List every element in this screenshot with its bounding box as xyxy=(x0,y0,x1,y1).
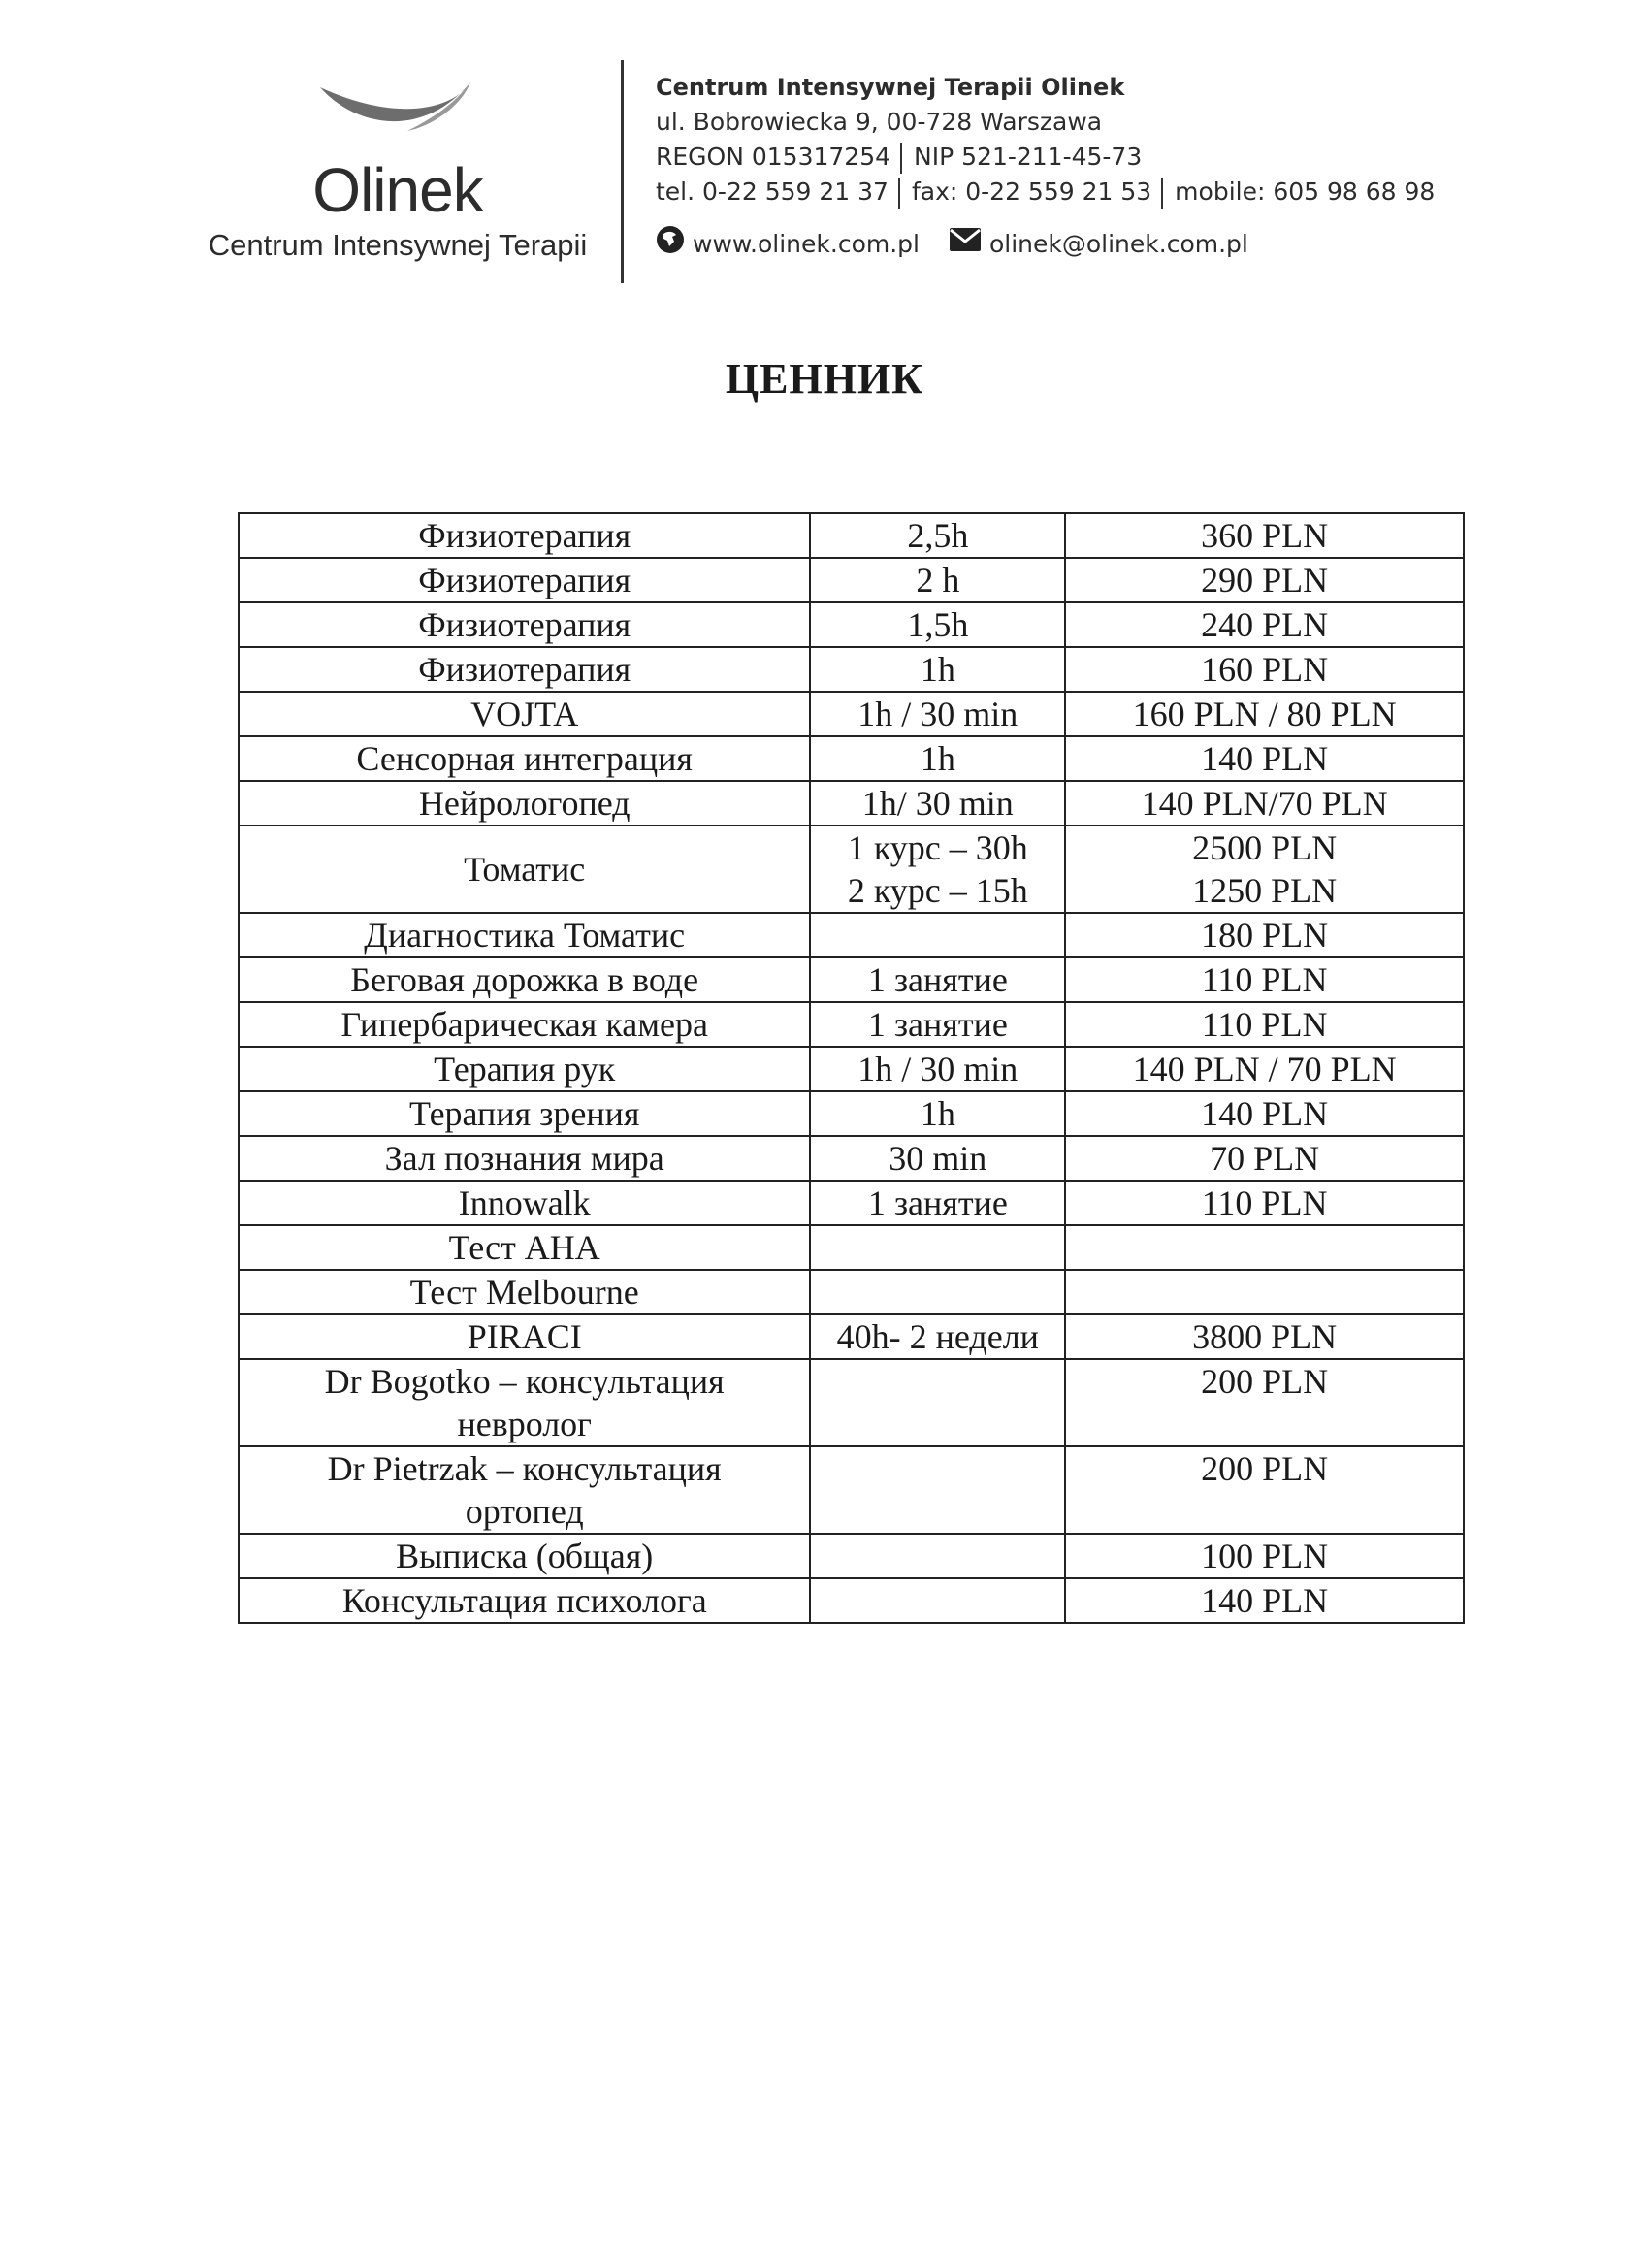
service-text: Выписка (общая) xyxy=(396,1537,654,1575)
olinek-logo xyxy=(194,73,601,276)
price-text: 140 PLN xyxy=(1201,739,1329,778)
divider xyxy=(1161,178,1163,209)
duration-text: 1h/ 30 min xyxy=(861,784,1014,823)
price-text: 70 PLN xyxy=(1210,1139,1320,1178)
service-text: Консультация психолога xyxy=(341,1581,707,1620)
service-text: Тест AHA xyxy=(448,1228,600,1267)
price-cell xyxy=(1065,558,1464,602)
website-link[interactable]: www.olinek.com.pl xyxy=(693,230,920,258)
price-cell xyxy=(1065,602,1464,647)
table-row xyxy=(239,826,1464,913)
letterhead xyxy=(0,0,1649,310)
duration-text: 2,5h xyxy=(907,516,969,555)
duration-text: 1h / 30 min xyxy=(857,1050,1018,1088)
table-row xyxy=(239,1270,1464,1314)
table-row xyxy=(239,558,1464,602)
duration-cell xyxy=(810,1446,1065,1534)
duration-cell xyxy=(810,647,1065,692)
table-row xyxy=(239,1136,1464,1181)
table-row xyxy=(239,913,1464,957)
service-cell xyxy=(239,1225,810,1270)
price-cell xyxy=(1065,1270,1464,1314)
logo-name: Olinek xyxy=(312,155,483,225)
price-text: 240 PLN xyxy=(1201,605,1329,644)
service-text: Dr Bogotko – консультация xyxy=(324,1362,725,1401)
page-title: ЦЕННИК xyxy=(725,355,924,403)
service-cell xyxy=(239,1578,810,1623)
service-cell xyxy=(239,736,810,781)
duration-text: 2 h xyxy=(916,561,960,599)
duration-cell xyxy=(810,692,1065,736)
price-cell xyxy=(1065,913,1464,957)
service-cell xyxy=(239,1446,810,1534)
duration-cell xyxy=(810,1181,1065,1225)
duration-cell xyxy=(810,1136,1065,1181)
logo-subtitle: Centrum Intensywnej Terapii xyxy=(208,228,588,262)
service-cell xyxy=(239,647,810,692)
phone-row xyxy=(656,175,1587,210)
service-text: Томатис xyxy=(464,850,586,889)
price-text: 180 PLN xyxy=(1201,916,1329,955)
service-cell xyxy=(239,1136,810,1181)
table-row xyxy=(239,736,1464,781)
price-text: 160 PLN / 80 PLN xyxy=(1132,695,1397,733)
service-cell xyxy=(239,602,810,647)
price-text: 110 PLN xyxy=(1201,1183,1328,1222)
price-cell xyxy=(1065,781,1464,826)
service-text: Dr Pietrzak – консультация xyxy=(327,1449,722,1488)
price-table-body xyxy=(239,513,1464,1623)
price-table xyxy=(238,512,1465,1624)
duration-cell xyxy=(810,602,1065,647)
price-text: 360 PLN xyxy=(1201,516,1329,555)
duration-text: 1 занятие xyxy=(867,1183,1008,1222)
table-row xyxy=(239,957,1464,1002)
service-text: Физиотерапия xyxy=(418,650,631,689)
price-text: 200 PLN xyxy=(1201,1362,1329,1401)
table-row xyxy=(239,1578,1464,1623)
price-cell xyxy=(1065,513,1464,558)
table-row xyxy=(239,1047,1464,1091)
service-text: Терапия зрения xyxy=(408,1094,640,1133)
table-row xyxy=(239,1002,1464,1047)
price-text: 290 PLN xyxy=(1201,561,1329,599)
service-text: Физиотерапия xyxy=(418,605,631,644)
price-cell xyxy=(1065,1047,1464,1091)
service-cell xyxy=(239,1181,810,1225)
service-text: Innowalk xyxy=(458,1183,591,1222)
service-cell xyxy=(239,1359,810,1446)
duration-cell xyxy=(810,1091,1065,1136)
service-cell xyxy=(239,957,810,1002)
service-text: Зал познания мира xyxy=(384,1139,664,1178)
duration-text: 1 курс – 30h xyxy=(847,828,1028,867)
duration-cell xyxy=(810,1047,1065,1091)
duration-text: 1h xyxy=(920,650,955,689)
service-cell xyxy=(239,1047,810,1091)
service-text: Диагностика Томатис xyxy=(364,916,686,955)
price-text: 110 PLN xyxy=(1201,1005,1328,1044)
web-row xyxy=(656,225,1587,264)
price-text: 3800 PLN xyxy=(1192,1317,1338,1356)
envelope-icon xyxy=(949,227,982,262)
price-cell xyxy=(1065,1225,1464,1270)
price-cell xyxy=(1065,1534,1464,1578)
service-text: PIRACI xyxy=(467,1317,582,1356)
price-cell xyxy=(1065,1578,1464,1623)
price-cell xyxy=(1065,692,1464,736)
duration-cell xyxy=(810,1534,1065,1578)
price-cell xyxy=(1065,1002,1464,1047)
table-row xyxy=(239,1446,1464,1534)
duration-cell xyxy=(810,826,1065,913)
duration-text: 1h xyxy=(920,1094,955,1133)
price-text: 140 PLN xyxy=(1201,1094,1329,1133)
duration-cell xyxy=(810,1314,1065,1359)
email-link[interactable]: olinek@olinek.com.pl xyxy=(988,230,1248,258)
duration-text: 1 занятие xyxy=(867,1005,1008,1044)
price-cell xyxy=(1065,1091,1464,1136)
service-cell xyxy=(239,558,810,602)
duration-cell xyxy=(810,1359,1065,1446)
duration-text: 30 min xyxy=(889,1139,987,1178)
service-text: невролог xyxy=(457,1405,592,1443)
duration-text: 40h- 2 недели xyxy=(836,1317,1039,1356)
duration-cell xyxy=(810,781,1065,826)
price-cell xyxy=(1065,1359,1464,1446)
service-text: Сенсорная интеграция xyxy=(356,739,693,778)
service-cell xyxy=(239,1314,810,1359)
price-text: 140 PLN / 70 PLN xyxy=(1132,1050,1397,1088)
table-row xyxy=(239,1534,1464,1578)
duration-cell xyxy=(810,558,1065,602)
price-cell xyxy=(1065,736,1464,781)
price-cell xyxy=(1065,1136,1464,1181)
price-text: 100 PLN xyxy=(1201,1537,1329,1575)
service-cell xyxy=(239,1534,810,1578)
price-cell xyxy=(1065,647,1464,692)
header-divider xyxy=(621,60,624,283)
duration-text: 1h xyxy=(920,739,955,778)
contact-block xyxy=(656,70,1587,264)
service-text: ортопед xyxy=(465,1492,584,1531)
price-text: 2500 PLN xyxy=(1192,828,1338,867)
price-text: 1250 PLN xyxy=(1192,871,1338,910)
duration-cell xyxy=(810,957,1065,1002)
table-row xyxy=(239,781,1464,826)
duration-cell xyxy=(810,513,1065,558)
table-row xyxy=(239,692,1464,736)
price-text: 110 PLN xyxy=(1201,960,1328,999)
table-row xyxy=(239,513,1464,558)
service-text: Физиотерапия xyxy=(418,516,631,555)
price-text: 140 PLN/70 PLN xyxy=(1141,784,1388,823)
mobile: mobile: 605 98 68 98 xyxy=(1175,178,1436,206)
service-cell xyxy=(239,513,810,558)
telephone: tel. 0-22 559 21 37 xyxy=(656,178,889,206)
address: ul. Bobrowiecka 9, 00-728 Warszawa xyxy=(656,108,1103,136)
duration-cell xyxy=(810,913,1065,957)
divider xyxy=(898,178,900,209)
service-cell xyxy=(239,1091,810,1136)
price-cell xyxy=(1065,1446,1464,1534)
duration-cell xyxy=(810,1225,1065,1270)
service-cell xyxy=(239,913,810,957)
nip: NIP 521-211-45-73 xyxy=(914,143,1143,171)
service-text: VOJTA xyxy=(470,695,579,733)
table-row xyxy=(239,1314,1464,1359)
divider xyxy=(900,143,902,174)
price-text: 140 PLN xyxy=(1201,1581,1329,1620)
service-text: Беговая дорожка в воде xyxy=(350,960,699,999)
duration-cell xyxy=(810,1270,1065,1314)
duration-cell xyxy=(810,736,1065,781)
duration-text: 1 занятие xyxy=(867,960,1008,999)
service-cell xyxy=(239,826,810,913)
duration-cell xyxy=(810,1578,1065,1623)
price-cell xyxy=(1065,957,1464,1002)
table-row xyxy=(239,602,1464,647)
duration-text: 1,5h xyxy=(907,605,969,644)
regon-nip-row xyxy=(656,140,1587,175)
globe-icon xyxy=(656,225,685,264)
price-text: 160 PLN xyxy=(1201,650,1329,689)
service-text: Физиотерапия xyxy=(418,561,631,599)
service-text: Нейрологопед xyxy=(418,784,630,823)
duration-cell xyxy=(810,1002,1065,1047)
org-name: Centrum Intensywnej Terapii Olinek xyxy=(656,74,1125,101)
service-text: Терапия рук xyxy=(434,1050,616,1088)
table-row xyxy=(239,1181,1464,1225)
price-cell xyxy=(1065,826,1464,913)
fax: fax: 0-22 559 21 53 xyxy=(911,178,1152,206)
price-cell xyxy=(1065,1314,1464,1359)
service-cell xyxy=(239,1270,810,1314)
service-cell xyxy=(239,692,810,736)
table-row xyxy=(239,647,1464,692)
leaf-swoosh-icon xyxy=(315,73,480,150)
regon: REGON 015317254 xyxy=(656,143,891,171)
service-text: Тест Melbourne xyxy=(409,1273,639,1312)
service-cell xyxy=(239,1002,810,1047)
duration-text: 2 курс – 15h xyxy=(847,871,1028,910)
price-cell xyxy=(1065,1181,1464,1225)
table-row xyxy=(239,1359,1464,1446)
service-cell xyxy=(239,781,810,826)
service-text: Гипербарическая камера xyxy=(340,1005,709,1044)
table-row xyxy=(239,1225,1464,1270)
duration-text: 1h / 30 min xyxy=(857,695,1018,733)
table-row xyxy=(239,1091,1464,1136)
price-text: 200 PLN xyxy=(1201,1449,1329,1488)
